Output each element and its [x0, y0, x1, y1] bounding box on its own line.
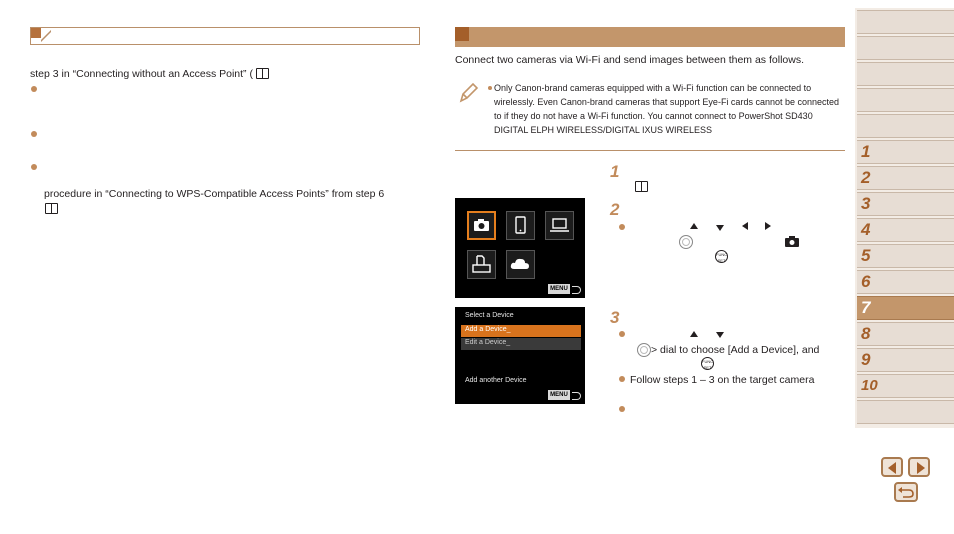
sidebar-tab-chapter-header[interactable] [857, 114, 954, 138]
back-icon [572, 286, 581, 294]
sidebar-tab-cover[interactable] [857, 10, 954, 34]
screen-title: Select a Device [465, 312, 514, 319]
bullet [619, 406, 625, 412]
up-arrow-icon [690, 223, 698, 229]
control-dial-icon [679, 235, 693, 249]
tile-computer[interactable] [545, 211, 574, 240]
next-page-button[interactable] [908, 457, 930, 477]
screen-footer: Add another Device [465, 377, 527, 384]
sidebar-tab-advanced-guide[interactable] [857, 88, 954, 112]
right-section-header [455, 27, 845, 47]
control-dial-icon [637, 343, 651, 357]
sidebar-tab-before-use[interactable] [857, 36, 954, 60]
camera-icon [469, 213, 494, 238]
procedure-line: procedure in “Connecting to WPS-Compatible Access Points” from step 6 [44, 188, 385, 200]
chapter-number: 1 [861, 142, 871, 161]
chapter-number: 5 [861, 246, 871, 265]
chapter-number: 7 [861, 298, 871, 317]
ref-text: step 3 in “Connecting without an Access Point” ( [30, 68, 253, 80]
camera-icon [785, 236, 799, 247]
menu-item-label: Add a Device_ [465, 326, 511, 333]
chapter-number: 8 [861, 324, 871, 343]
right-arrow-icon [917, 462, 925, 474]
menu-item-edit-device[interactable] [461, 338, 581, 350]
back-icon [572, 392, 581, 400]
func-set-button-icon: FUNC SET [702, 359, 714, 370]
bullet [488, 86, 492, 90]
left-arrow-icon [742, 222, 748, 230]
book-icon[interactable] [256, 68, 269, 78]
bullet [619, 376, 625, 382]
return-icon [896, 484, 916, 500]
sidebar-tab-basic-guide[interactable] [857, 62, 954, 86]
sidebar-tab-index[interactable] [857, 400, 954, 424]
section-slash-icon [41, 28, 51, 44]
left-arrow-icon [888, 462, 896, 474]
step3-line2: Follow steps 1 – 3 on the target camera [630, 374, 815, 386]
up-arrow-icon [690, 331, 698, 337]
bullet [31, 164, 37, 170]
printer-icon [468, 251, 495, 278]
chapter-number: 4 [861, 220, 871, 239]
note-box [455, 78, 845, 151]
down-arrow-icon [716, 225, 724, 231]
tile-smartphone[interactable] [506, 211, 535, 240]
left-ref-line [30, 67, 269, 81]
down-arrow-icon [716, 332, 724, 338]
menu-item-label: Edit a Device_ [465, 339, 511, 346]
bullet [31, 86, 37, 92]
camera-screen-select-device [455, 307, 585, 404]
left-section-header [30, 27, 420, 45]
menu-button-icon: MENU [548, 284, 570, 294]
computer-icon [546, 212, 573, 239]
right-arrow-icon [765, 222, 771, 230]
chapter-number: 3 [861, 194, 871, 213]
chapter-number: 9 [861, 350, 871, 369]
bullet [619, 224, 625, 230]
chapter-number: 10 [861, 377, 878, 394]
camera-screen-device-select [455, 198, 585, 298]
pencil-icon [457, 81, 479, 105]
chapter-number: 6 [861, 272, 871, 291]
previous-page-button[interactable] [881, 457, 903, 477]
menu-item-add-device[interactable] [461, 325, 581, 337]
tile-printer[interactable] [467, 250, 496, 279]
step-number: 2 [610, 200, 620, 219]
bullet [619, 331, 625, 337]
func-set-button-icon: FUNC SET [716, 252, 728, 263]
intro-text: Connect two cameras via Wi-Fi and send images between them as follows. [455, 54, 804, 66]
section-marker-icon [31, 28, 41, 38]
note-text: Only Canon-brand cameras equipped with a Wi-Fi function can be connected to wirelessly. Even Canon-brand cameras that support Eye-Fi cards cannot be connected to if they do not have a Wi-Fi function. You cannot connect to PowerShot SD430 DIGITAL ELPH WIRELESS/DIGITAL IXUS WIRELESS [494, 83, 840, 135]
section-marker-icon [455, 27, 469, 41]
smartphone-icon [507, 212, 534, 239]
step3-line1: > dial to choose [Add a Device], and [651, 344, 820, 356]
book-icon[interactable] [45, 203, 58, 213]
bullet [31, 131, 37, 137]
chapter-number: 2 [861, 168, 871, 187]
step-number: 1 [610, 162, 620, 181]
menu-button-icon: MENU [548, 390, 570, 400]
tile-camera[interactable] [467, 211, 496, 240]
step-number: 3 [610, 308, 620, 327]
tile-web-service[interactable] [506, 250, 535, 279]
book-icon[interactable] [635, 181, 648, 191]
cloud-icon [507, 251, 534, 278]
return-page-button[interactable] [894, 482, 918, 502]
